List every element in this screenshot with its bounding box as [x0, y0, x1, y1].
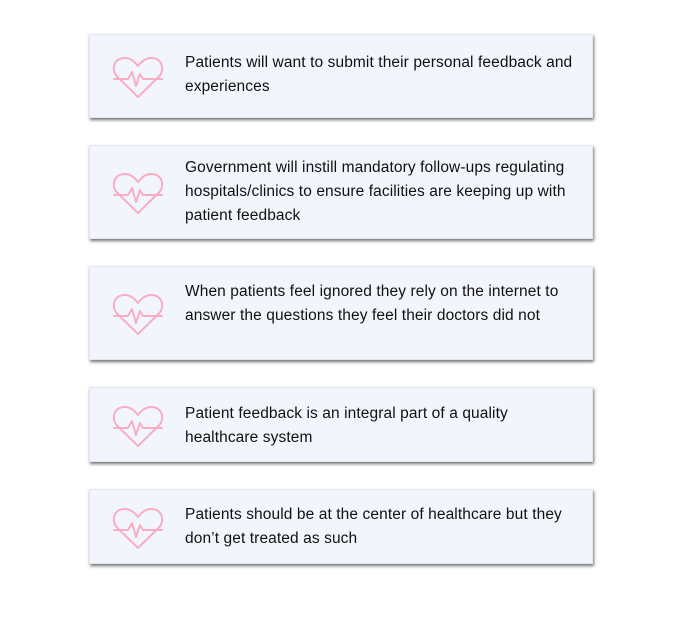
insight-card	[89, 266, 593, 360]
heart-pulse-icon	[112, 506, 164, 550]
insight-text: Patient feedback is an integral part of a quality healthcare system	[185, 405, 508, 446]
insight-text: Patients should be at the center of healthcare but they don’t get treated as such	[185, 506, 562, 547]
heart-pulse-icon	[112, 171, 164, 215]
insight-text: Patients will want to submit their personal feedback and experiences	[185, 54, 573, 95]
insight-card	[89, 34, 593, 118]
insight-card	[89, 489, 593, 564]
insight-card	[89, 387, 593, 462]
insight-card	[89, 145, 593, 239]
insight-text: When patients feel ignored they rely on the internet to answer the questions they feel their doctors did not	[185, 283, 559, 324]
heart-pulse-icon	[112, 404, 164, 448]
heart-pulse-icon	[112, 55, 164, 99]
heart-pulse-icon	[112, 292, 164, 336]
insight-text: Government will instill mandatory follow-ups regulating hospitals/clinics to ensure facilities are keeping up with patient feedback	[185, 159, 566, 224]
